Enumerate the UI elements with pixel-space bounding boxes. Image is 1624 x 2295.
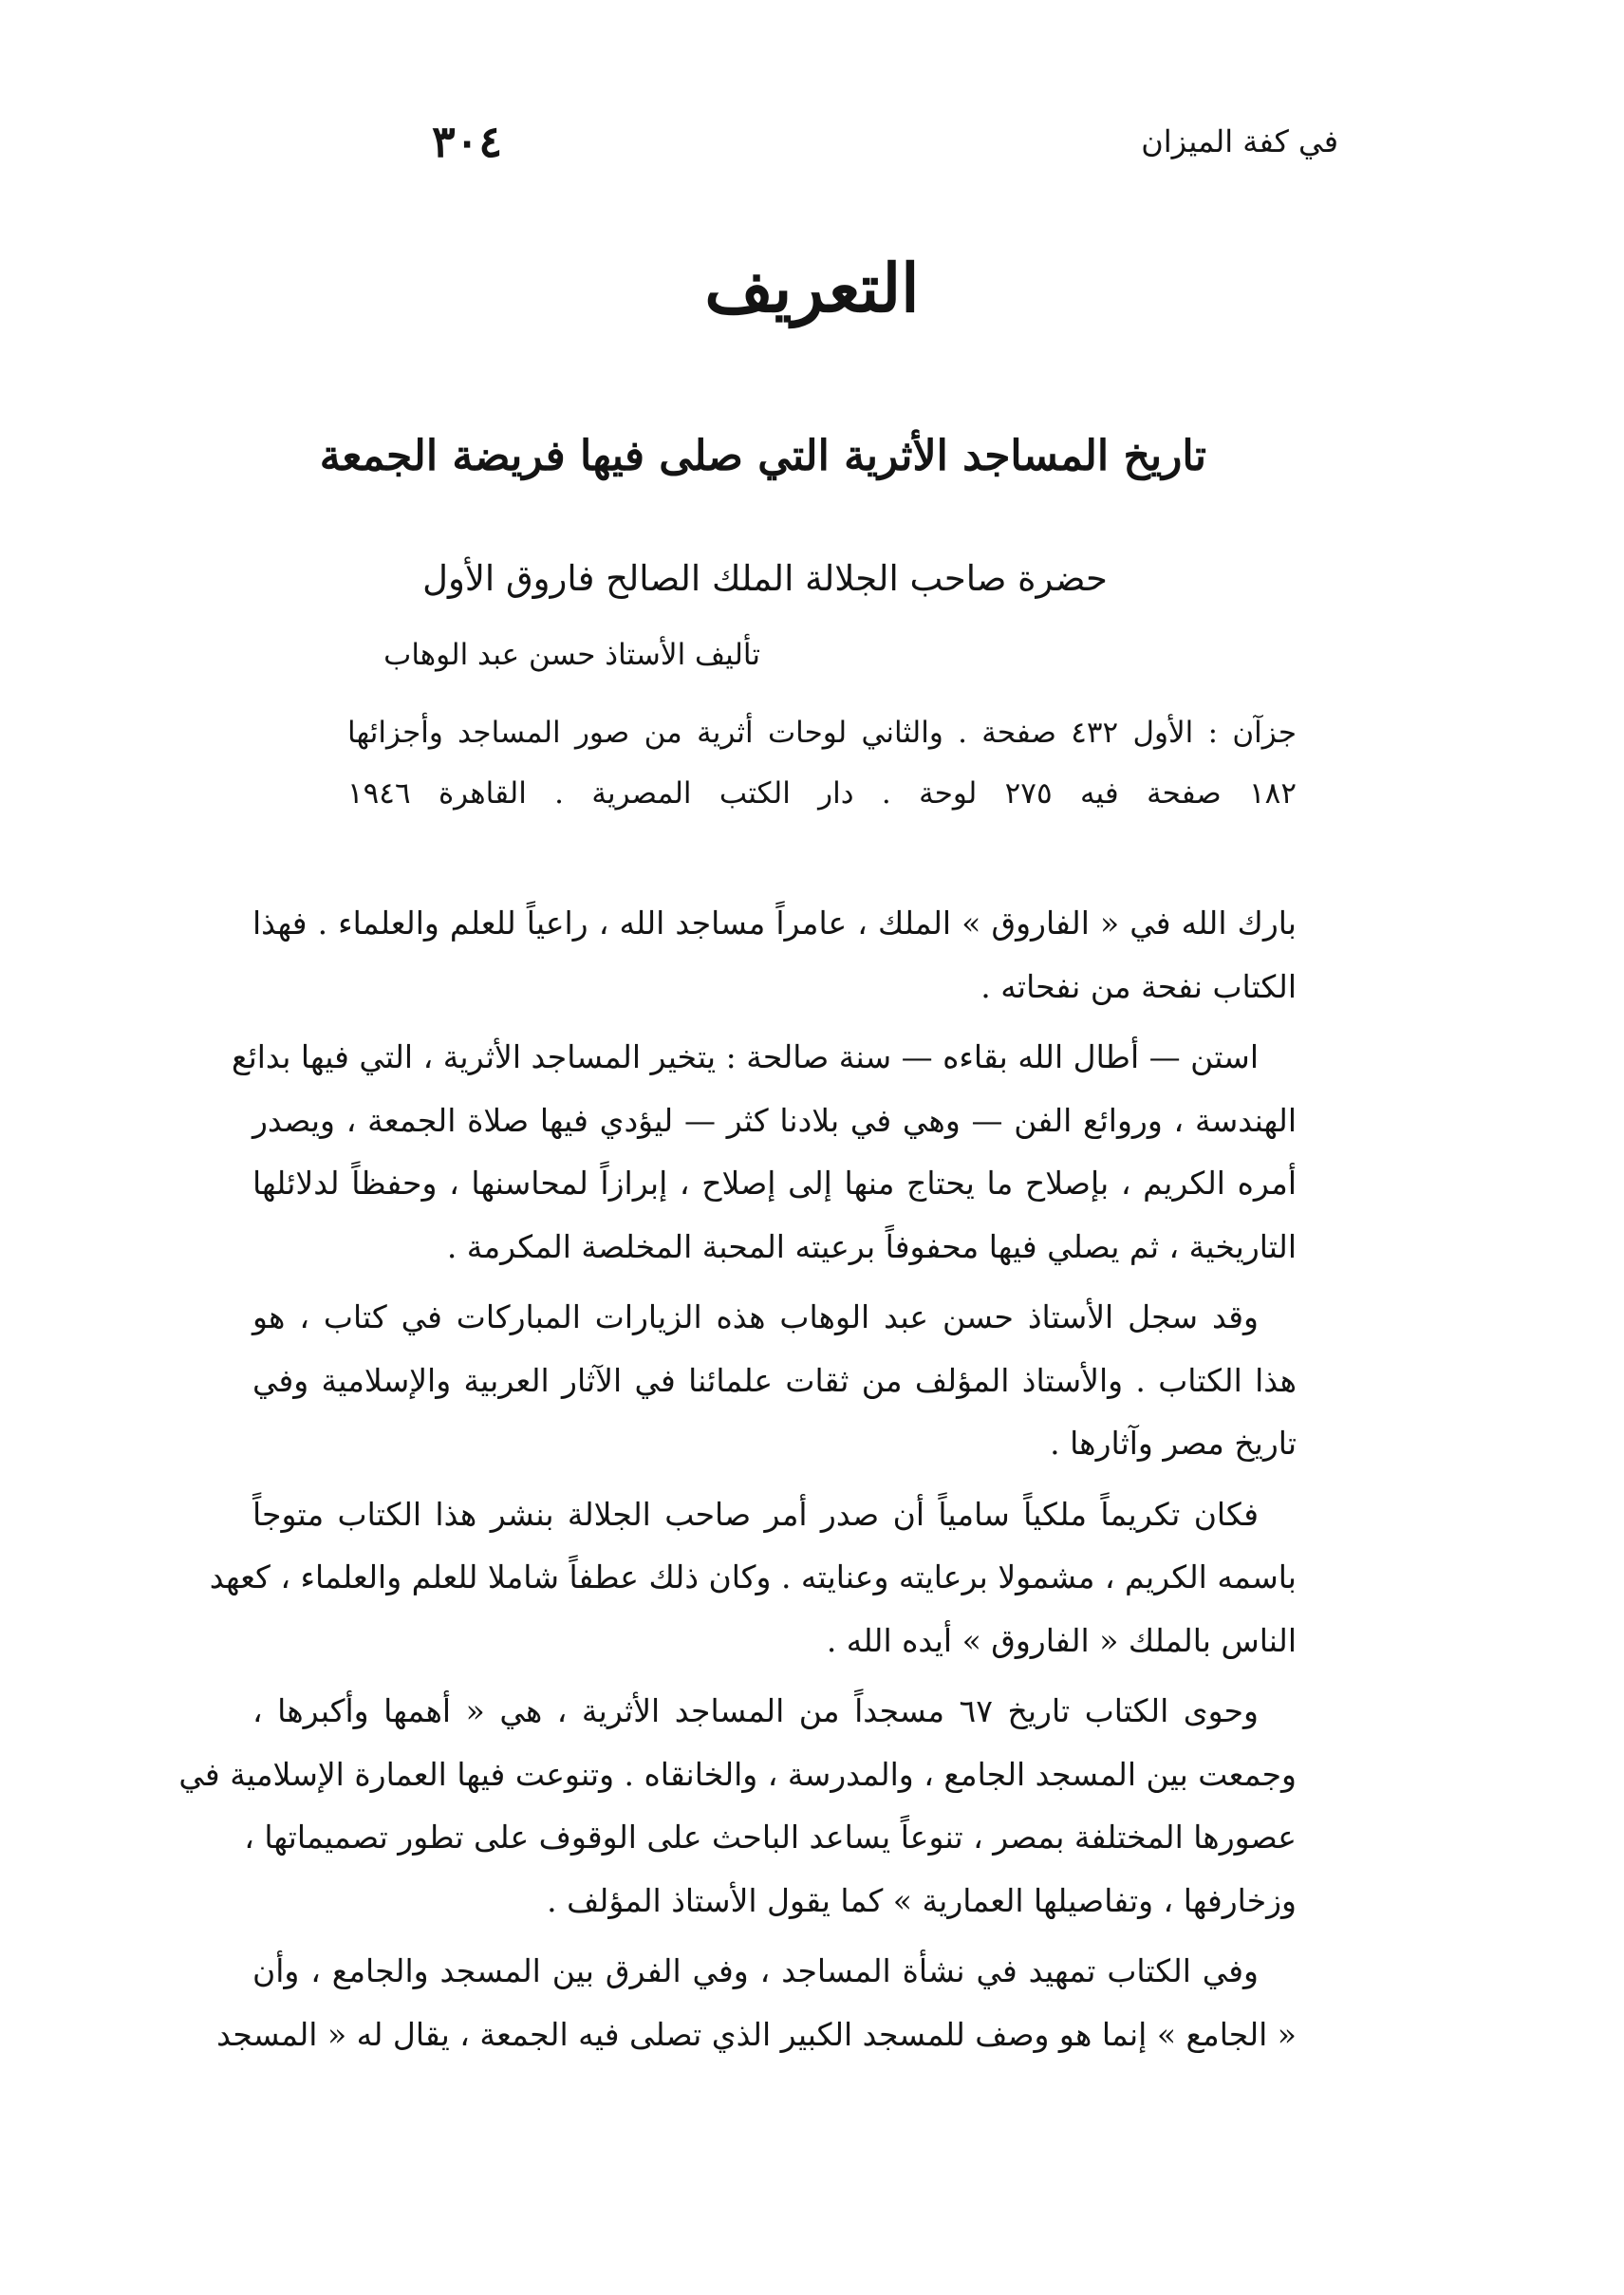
text-line: « الجامع » إنما هو وصف للمسجد الكبير الذي تصلى فيه الجمعة ، يقال له « المسجد <box>216 2015 1297 2053</box>
dedication-line: حضرة صاحب الجلالة الملك الصالح فاروق الأول <box>422 558 1108 599</box>
text-line: هذا الكتاب . والأستاذ المؤلف من ثقات علمائنا في الآثار العربية والإسلامية وفي <box>252 1361 1297 1399</box>
section-title: التعريف <box>704 249 920 327</box>
text-line: وفي الكتاب تمهيد في نشأة المساجد ، وفي الفرق بين المسجد والجامع ، وأن <box>252 1952 1259 1989</box>
running-book-title: في كفة الميزان <box>1141 123 1338 159</box>
paragraph-3 <box>252 1286 1297 1476</box>
text-line: فكان تكريماً ملكياً سامياً أن صدر أمر صاحب الجلالة بنشر هذا الكتاب متوجاً <box>252 1495 1259 1533</box>
text-line: الكتاب نفحة من نفحاته . <box>980 967 1297 1005</box>
text-line: وحوى الكتاب تاريخ ٦٧ مسجداً من المساجد الأثرية ، هي « أهمها وأكبرها ، <box>252 1692 1259 1729</box>
details-line-2: ١٨٢ صفحة فيه ٢٧٥ لوحة . دار الكتب المصرية . القاهرة ١٩٤٦ <box>347 776 1297 811</box>
paragraph-2 <box>232 1026 1297 1278</box>
text-line: عصورها المختلفة بمصر ، تنوعاً يساعد الباحث على الوقوف على تطور تصميماتها ، <box>244 1819 1297 1856</box>
text-line: تاريخ مصر وآثارها . <box>1050 1425 1297 1462</box>
publication-details <box>347 702 1297 824</box>
review-body <box>178 892 1297 2066</box>
text-line: أمره الكريم ، بإصلاح ما يحتاج منها إلى إصلاح ، إبرازاً لمحاسنها ، وحفظاً لدلائلها <box>252 1165 1297 1202</box>
details-line-1: جزآن : الأول ٤٣٢ صفحة . والثاني لوحات أثرية من صور المساجد وأجزائها <box>347 716 1297 750</box>
text-line: بارك الله في « الفاروق » الملك ، عامراً مساجد الله ، راعياً للعلم والعلماء . فهذا <box>252 905 1297 942</box>
text-line: وجمعت بين المسجد الجامع ، والمدرسة ، والخانقاه . وتنوعت فيها العمارة الإسلامية في <box>178 1755 1297 1793</box>
text-line: التاريخية ، ثم يصلي فيها محفوفاً برعيته المحبة المخلصة المكرمة . <box>446 1227 1297 1265</box>
text-line: استن — أطال الله بقاءه — سنة صالحة : يتخير المساجد الأثرية ، التي فيها بدائع <box>232 1038 1259 1075</box>
text-line: باسمه الكريم ، مشمولا برعايته وعنايته . وكان ذلك عطفاً شاملا للعلم والعلماء ، كعهد <box>209 1558 1297 1595</box>
text-line: الهندسة ، وروائع الفن — وهي في بلادنا كثر — ليؤدي فيها صلاة الجمعة ، ويصدر <box>252 1101 1297 1139</box>
paragraph-5 <box>178 1680 1297 1932</box>
paragraph-4 <box>209 1483 1297 1673</box>
running-head <box>432 116 1338 173</box>
author-line: تأليف الأستاذ حسن عبد الوهاب <box>383 638 760 672</box>
text-line: وقد سجل الأستاذ حسن عبد الوهاب هذه الزيارات المباركات في كتاب ، هو <box>252 1298 1259 1335</box>
text-line: وزخارفها ، وتفاصيلها العمارية » كما يقول الأستاذ المؤلف . <box>547 1881 1297 1919</box>
paragraph-1 <box>252 892 1297 1018</box>
reviewed-book-title: تاريخ المساجد الأثرية التي صلى فيها فريضة الجمعة <box>319 432 1206 480</box>
page-number: ٣٠٤ <box>432 116 503 167</box>
paragraph-6 <box>216 1940 1297 2066</box>
text-line: الناس بالملك « الفاروق » أيده الله . <box>826 1621 1297 1659</box>
